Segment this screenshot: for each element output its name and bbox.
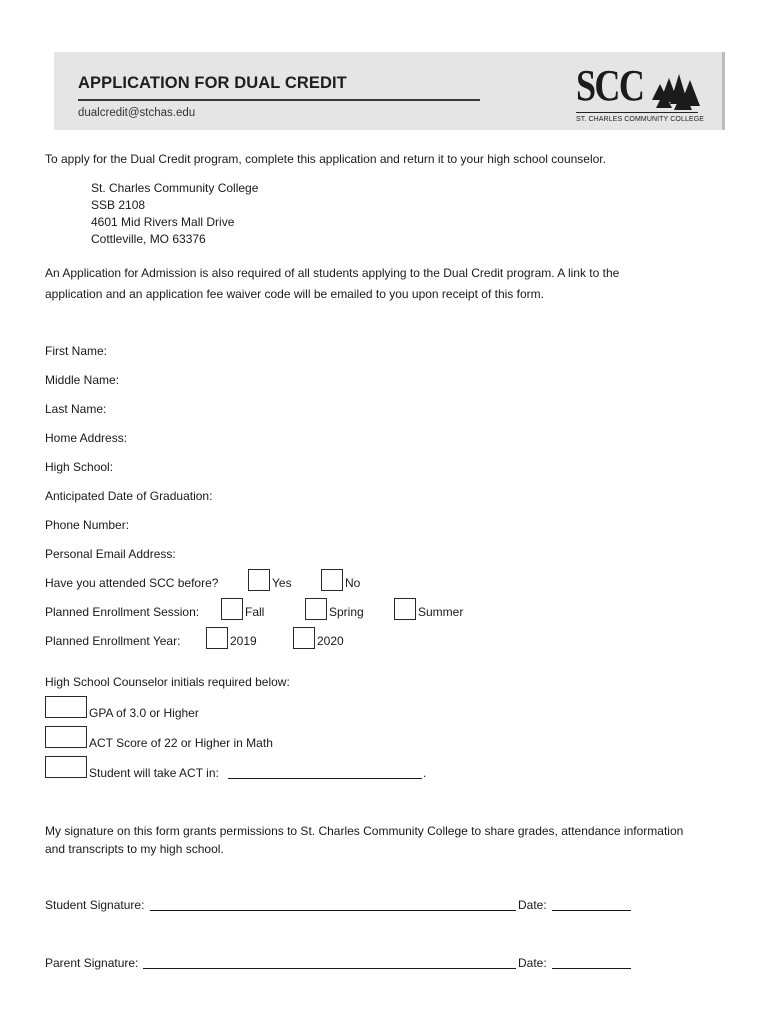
last-name-label: Last Name:: [45, 402, 107, 416]
consent-line1: My signature on this form grants permissions to St. Charles Community College to share grades, attendance information: [45, 824, 684, 838]
title-underline: [78, 99, 480, 101]
attended-yes-checkbox[interactable]: [248, 569, 270, 591]
header-edge: [722, 52, 725, 130]
attended-no-label: No: [345, 576, 361, 590]
session-summer-label: Summer: [418, 605, 464, 619]
high-school-label: High School:: [45, 460, 114, 474]
contact-email: dualcredit@stchas.edu: [78, 107, 196, 119]
parent-date-label: Date:: [518, 956, 547, 970]
trees-logo-icon: [652, 70, 700, 110]
take-act-label: Student will take ACT in:: [89, 766, 219, 780]
home-address-label: Home Address:: [45, 431, 128, 445]
session-spring-checkbox[interactable]: [305, 598, 327, 620]
session-label: Planned Enrollment Session:: [45, 605, 200, 619]
attended-yes-label: Yes: [272, 576, 292, 590]
attended-scc-label: Have you attended SCC before?: [45, 576, 219, 590]
admission-note-line1: An Application for Admission is also required of all students applying to the Dual Credit program. A link to the: [45, 266, 620, 280]
gpa-initials-box[interactable]: [45, 696, 87, 718]
year-label: Planned Enrollment Year:: [45, 634, 181, 648]
year-2020-checkbox[interactable]: [293, 627, 315, 649]
session-summer-checkbox[interactable]: [394, 598, 416, 620]
attended-no-checkbox[interactable]: [321, 569, 343, 591]
student-date-label: Date:: [518, 898, 547, 912]
admission-note-line2: application and an application fee waiver code will be emailed to you upon receipt of this form.: [45, 287, 544, 301]
year-2019-label: 2019: [230, 634, 257, 648]
middle-name-label: Middle Name:: [45, 373, 120, 387]
gpa-label: GPA of 3.0 or Higher: [89, 706, 199, 720]
parent-signature-line[interactable]: [143, 968, 516, 969]
scc-logo-text: SCC: [576, 61, 644, 110]
student-signature-line[interactable]: [150, 910, 516, 911]
address-line: Cottleville, MO 63376: [91, 232, 206, 246]
session-spring-label: Spring: [329, 605, 364, 619]
email-label: Personal Email Address:: [45, 547, 176, 561]
take-act-period: .: [423, 766, 427, 780]
address-line: St. Charles Community College: [91, 181, 259, 195]
address-line: SSB 2108: [91, 198, 146, 212]
student-date-line[interactable]: [552, 910, 631, 911]
take-act-initials-box[interactable]: [45, 756, 87, 778]
first-name-label: First Name:: [45, 344, 108, 358]
consent-line2: and transcripts to my high school.: [45, 842, 224, 856]
counselor-heading: High School Counselor initials required below:: [45, 675, 290, 689]
form-title: APPLICATION FOR DUAL CREDIT: [78, 74, 347, 92]
logo-subtitle: ST. CHARLES COMMUNITY COLLEGE: [576, 116, 705, 123]
session-fall-label: Fall: [245, 605, 265, 619]
year-2019-checkbox[interactable]: [206, 627, 228, 649]
parent-signature-label: Parent Signature:: [45, 956, 139, 970]
instruction-text: To apply for the Dual Credit program, complete this application and return it to your high school counselor.: [45, 152, 606, 166]
act-initials-box[interactable]: [45, 726, 87, 748]
take-act-date-line[interactable]: [228, 778, 422, 779]
act-label: ACT Score of 22 or Higher in Math: [89, 736, 273, 750]
phone-label: Phone Number:: [45, 518, 130, 532]
session-fall-checkbox[interactable]: [221, 598, 243, 620]
logo-divider: [576, 112, 698, 113]
address-line: 4601 Mid Rivers Mall Drive: [91, 215, 235, 229]
graduation-date-label: Anticipated Date of Graduation:: [45, 489, 213, 503]
parent-date-line[interactable]: [552, 968, 631, 969]
year-2020-label: 2020: [317, 634, 344, 648]
student-signature-label: Student Signature:: [45, 898, 145, 912]
